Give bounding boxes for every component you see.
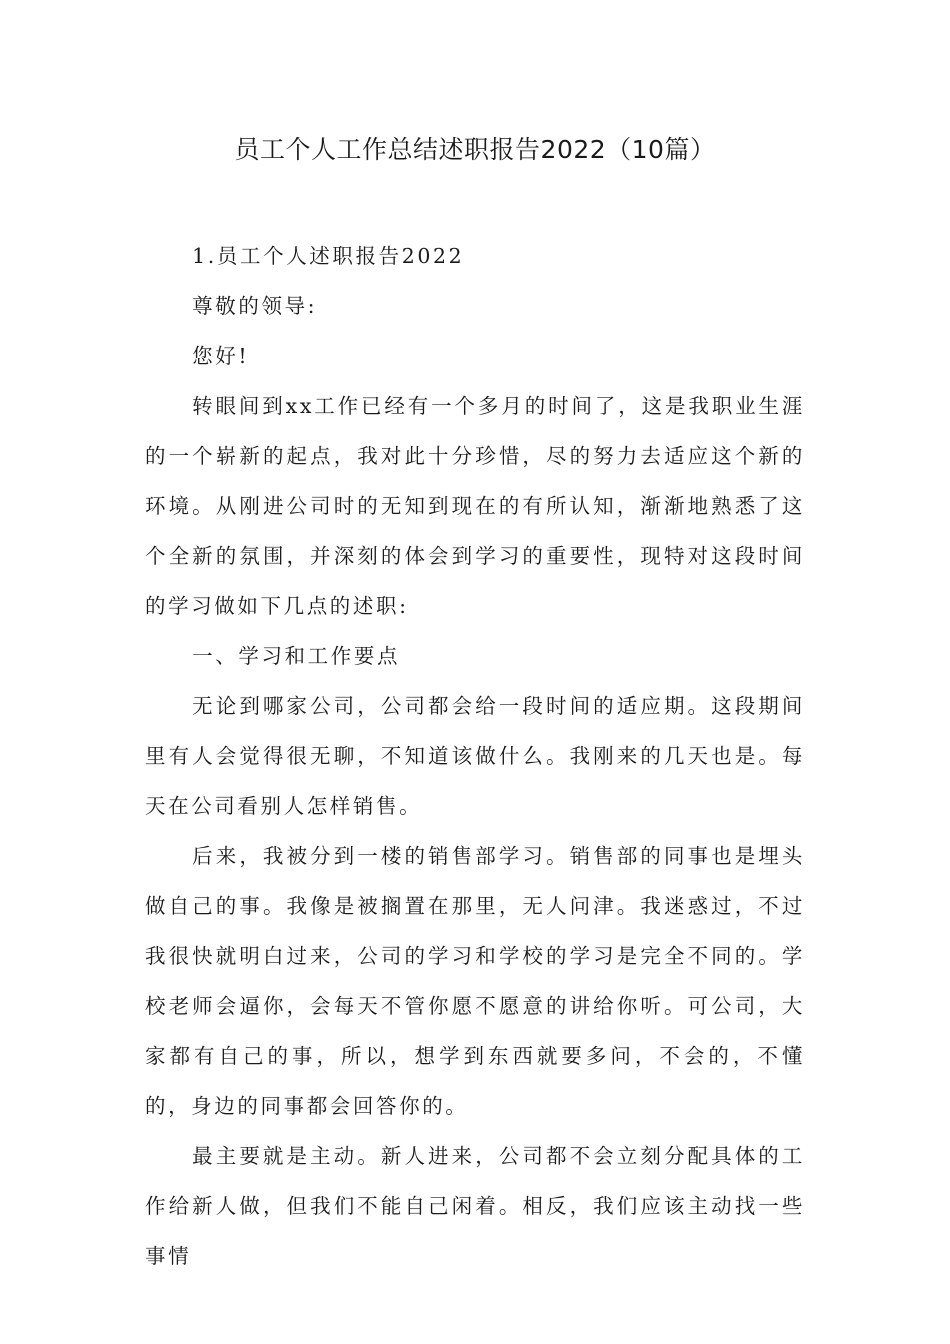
subsection-heading: 一、学习和工作要点 xyxy=(192,644,401,668)
greeting: 您好! xyxy=(192,344,250,368)
body-paragraph: 转眼间到xx工作已经有一个多月的时间了，这是我职业生涯的一个崭新的起点，我对此十分珍惜，尽的努力去适应这个新的环境。从刚进公司时的无知到现在的有所认知，渐渐地熟悉了这个全新的氛围，并深刻的体会到学习的重要性，现特对这段时间的学习做如下几点的述职: xyxy=(145,394,805,618)
body-paragraph: 最主要就是主动。新人进来，公司都不会立刻分配具体的工作给新人做，但我们不能自己闲着。相反，我们应该主动找一些事情 xyxy=(145,1144,805,1268)
document-body xyxy=(145,231,805,1281)
salutation: 尊敬的领导: xyxy=(192,294,318,318)
section-heading-1: 1.员工个人述职报告2022 xyxy=(192,244,465,268)
body-paragraph: 无论到哪家公司，公司都会给一段时间的适应期。这段期间里有人会觉得很无聊，不知道该做什么。我刚来的几天也是。每天在公司看别人怎样销售。 xyxy=(145,694,805,818)
document-title: 员工个人工作总结述职报告2022（10篇） xyxy=(234,135,716,164)
body-paragraph: 后来，我被分到一楼的销售部学习。销售部的同事也是埋头做自己的事。我像是被搁置在那里，无人问津。我迷惑过，不过我很快就明白过来，公司的学习和学校的学习是完全不同的。学校老师会逼你，会每天不管你愿不愿意的讲给你听。可公司，大家都有自己的事，所以，想学到东西就要多问，不会的，不懂的，身边的同事都会回答你的。 xyxy=(145,844,805,1118)
